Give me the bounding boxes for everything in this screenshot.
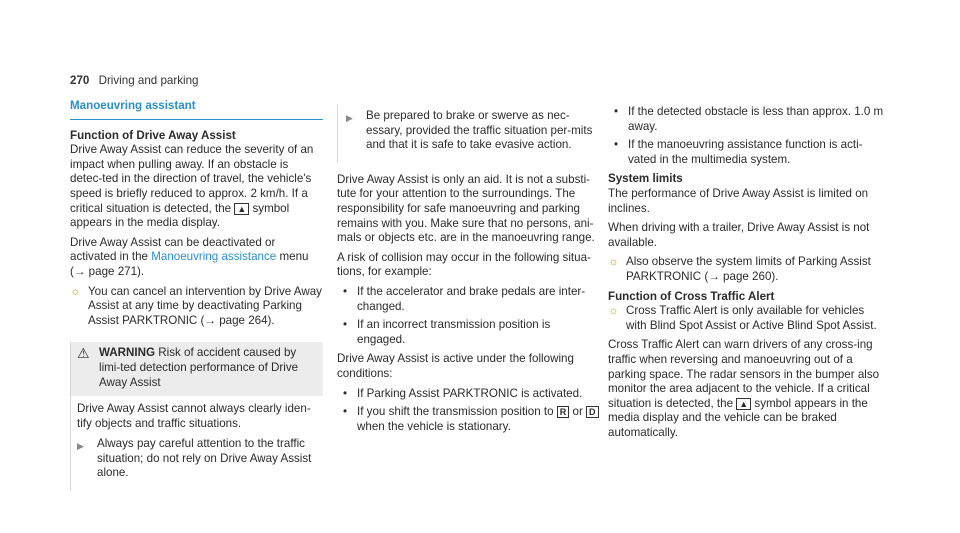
cancel-note: ☼ You can cancel an intervention by Drive Away Assist at any time by deactivating Parking Assist PARKTRONIC (→ page 264). <box>70 284 322 327</box>
collision-risk-list <box>337 285 599 347</box>
list-item: • If you shift the transmission position to R or D when the vehicle is stationary. <box>337 405 599 434</box>
list-item: • If the detected obstacle is less than approx. 1.0 m away. <box>608 105 888 134</box>
chapter-title: Driving and parking <box>98 74 199 87</box>
deactivate-para: Drive Away Assist can be deactivated or activated in the Manoeuvring assistance menu (→ page 271). <box>70 235 309 278</box>
conditions-para: Drive Away Assist is active under the following conditions: <box>337 352 574 380</box>
column-1 <box>70 99 323 491</box>
info-note-icon: ☼ <box>608 304 619 318</box>
warning-box <box>70 342 323 491</box>
column-3 <box>608 105 888 445</box>
limits-para-1: The performance of Drive Away Assist is limited on inclines. <box>608 186 869 215</box>
limits-note: ☼ Also observe the system limits of Parking Assist PARKTRONIC (→ page 260). <box>608 255 871 283</box>
page-header <box>70 74 198 89</box>
system-limits-heading: System limits <box>608 172 683 186</box>
page-number: 270 <box>70 74 90 87</box>
aid-para: Drive Away Assist is only an aid. It is not a substi-tute for your attention to the surroundings. The responsibility for safe manoeuvring and parking remains with you. Make sure that no persons, ani-mals or objects etc. are in the manoeuvring range. <box>337 172 595 245</box>
limits-para-2: When driving with a trailer, Drive Away Assist is not available. <box>608 221 870 249</box>
arrow-right-icon: ▶ <box>77 441 84 452</box>
warning-continuation: ▶ Be prepared to brake or swerve as nec-essary, provided the traffic situation per-mits and that it is safe to take evasive action. <box>337 105 599 163</box>
section-title: Manoeuvring assistant <box>70 99 323 120</box>
gear-r-icon: R <box>557 406 570 418</box>
list-item: • If an incorrect transmission position is engaged. <box>337 318 599 347</box>
conditions-list-cont <box>608 105 888 167</box>
collision-warning-icon: ▲ <box>736 398 751 410</box>
info-note-icon: ☼ <box>70 284 81 298</box>
warning-action: ▶ Always pay careful attention to the traffic situation; do not rely on Drive Away Assist alone. <box>77 437 312 480</box>
gear-d-icon: D <box>586 406 599 418</box>
list-item: • If the accelerator and brake pedals are inter-changed. <box>337 285 599 314</box>
column-2 <box>337 105 599 439</box>
warning-title: Risk of accident caused by limi-ted detection performance of Drive Away Assist <box>99 346 299 389</box>
collision-risk-para: A risk of collision may occur in the following situa-tions, for example: <box>337 250 591 279</box>
arrow-right-icon: ▶ <box>346 113 353 123</box>
cross-traffic-heading: Function of Cross Traffic Alert <box>608 289 775 303</box>
list-item: • If the manoeuvring assistance function is acti-vated in the multimedia system. <box>608 138 888 167</box>
info-note-icon: ☼ <box>608 255 619 269</box>
drive-away-para: Drive Away Assist can reduce the severity of an impact when pulling away. If an obstacle is detec-ted in the direction of travel, the vehicle's speed is briefly reduced to approx. 2 km/h. If a critical situation is detected, the ▲ symbol appears in the media display. <box>70 143 314 230</box>
cross-traffic-para: Cross Traffic Alert can warn drivers of any cross-ing traffic when reversing and manoeuvring out of a parking space. The radar sensors in the bumper also monitor the area adjacent to the vehicle. If a critical situation is detected, the ▲ symbol appears in the media display and the vehicle can be braked automatically. <box>608 338 880 439</box>
warning-header <box>71 342 323 396</box>
collision-warning-icon: ▲ <box>234 203 249 215</box>
warning-triangle-icon: ⚠ <box>77 345 90 362</box>
drive-away-heading: Function of Drive Away Assist <box>70 128 236 142</box>
warning-body: Drive Away Assist cannot always clearly iden-tify objects and traffic situations. ▶ Always pay careful attention to the traffic situation; do not rely on Drive Away Assist alone. <box>71 396 323 491</box>
cross-traffic-note: ☼ Cross Traffic Alert is only available for vehicles with Blind Spot Assist or Active Blind Spot Assist. <box>608 304 877 332</box>
list-item: • If Parking Assist PARKTRONIC is activated. <box>337 387 599 402</box>
warning-label: WARNING <box>99 346 156 360</box>
conditions-list <box>337 387 599 435</box>
manoeuvring-assistance-link[interactable]: Manoeuvring assistance <box>151 250 277 264</box>
